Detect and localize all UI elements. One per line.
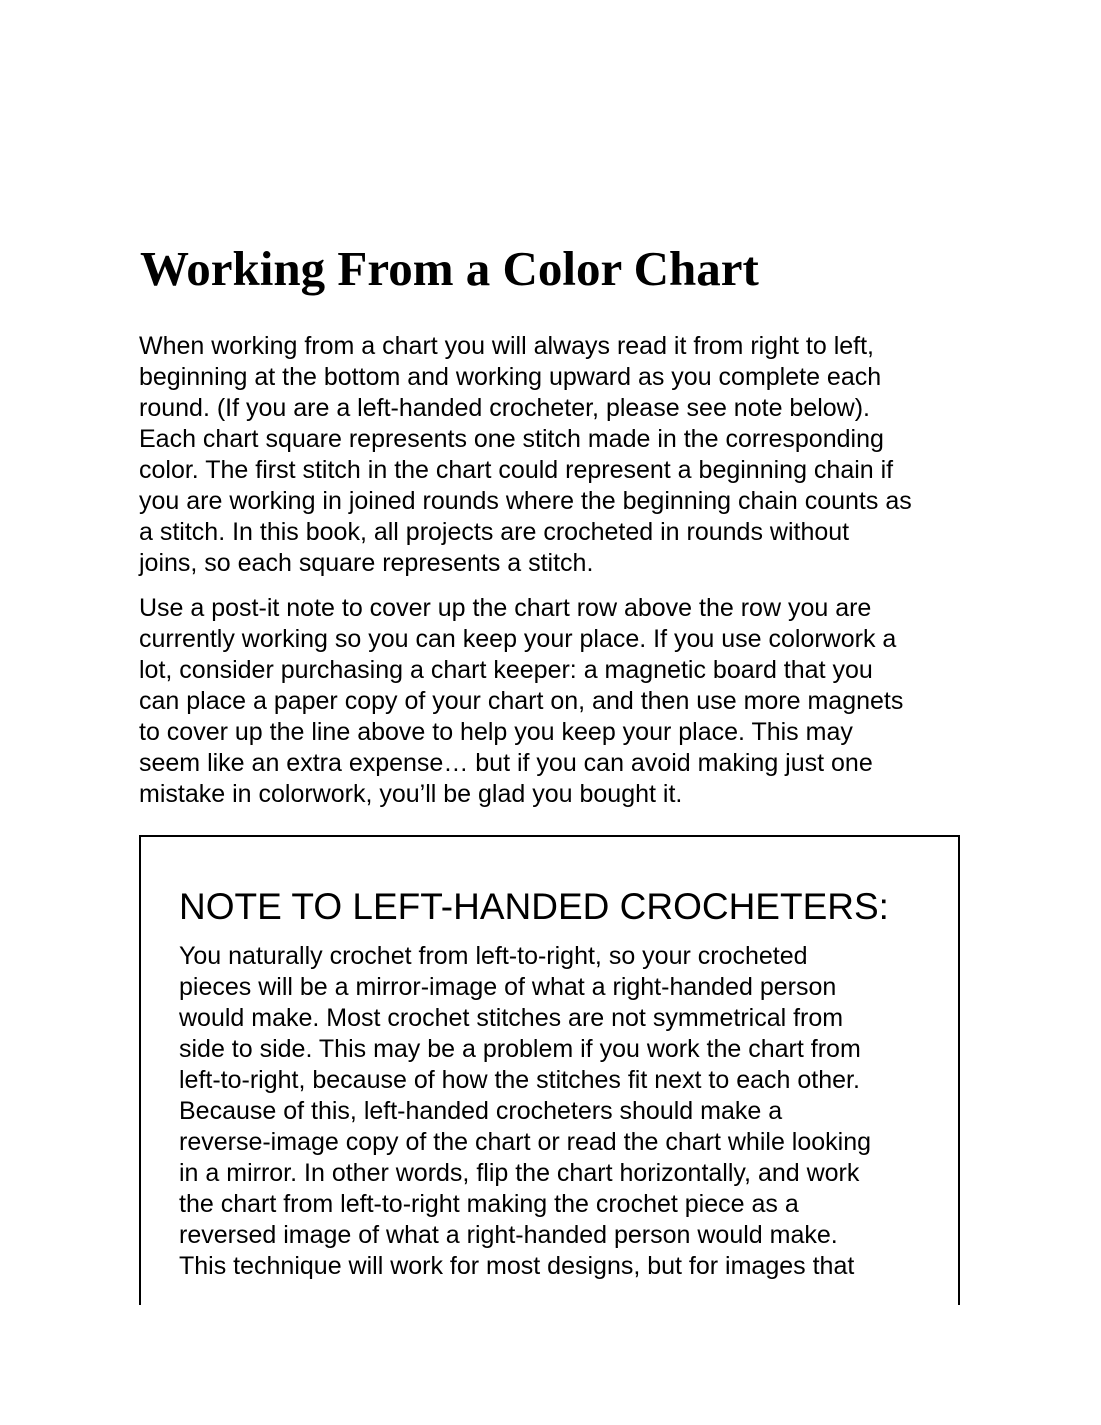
paragraph-line: Each chart square represents one stitch made in the corresponding [139, 425, 884, 453]
note-line: reversed image of what a right-handed person would make. [179, 1221, 838, 1249]
note-line: left-to-right, because of how the stitches fit next to each other. [179, 1066, 860, 1094]
paragraph-line: you are working in joined rounds where the beginning chain counts as [139, 487, 912, 515]
paragraph-line: round. (If you are a left-handed crocheter, please see note below). [139, 394, 871, 422]
note-line: This technique will work for most designs, but for images that [179, 1252, 855, 1280]
paragraph-line: When working from a chart you will always read it from right to left, [139, 332, 874, 360]
paragraph-line: mistake in colorwork, you’ll be glad you bought it. [139, 780, 683, 808]
paragraph-line: seem like an extra expense… but if you can avoid making just one [139, 749, 873, 777]
paragraph-line: lot, consider purchasing a chart keeper: a magnetic board that you [139, 656, 873, 684]
left-handed-note-box [139, 835, 960, 1305]
note-line: pieces will be a mirror-image of what a right-handed person [179, 973, 837, 1001]
note-line: You naturally crochet from left-to-right, so your crocheted [179, 942, 808, 970]
paragraph-line: Use a post-it note to cover up the chart row above the row you are [139, 594, 872, 622]
page-heading: Working From a Color Chart [140, 241, 759, 296]
paragraph-line: joins, so each square represents a stitch. [139, 549, 594, 577]
paragraph-line: to cover up the line above to help you keep your place. This may [139, 718, 853, 746]
paragraph-line: beginning at the bottom and working upward as you complete each [139, 363, 882, 391]
note-line: in a mirror. In other words, flip the chart horizontally, and work [179, 1159, 860, 1187]
note-line: reverse-image copy of the chart or read the chart while looking [179, 1128, 872, 1156]
note-line: the chart from left-to-right making the crochet piece as a [179, 1190, 799, 1218]
note-title: NOTE TO LEFT-HANDED CROCHETERS: [179, 886, 889, 927]
note-body [179, 941, 949, 1282]
paragraph-chart-reading [139, 331, 969, 579]
note-line: side to side. This may be a problem if you work the chart from [179, 1035, 861, 1063]
paragraph-line: color. The first stitch in the chart could represent a beginning chain if [139, 456, 894, 484]
paragraph-line: a stitch. In this book, all projects are crocheted in rounds without [139, 518, 850, 546]
paragraph-line: currently working so you can keep your place. If you use colorwork a [139, 625, 897, 653]
paragraph-line: can place a paper copy of your chart on, and then use more magnets [139, 687, 904, 715]
paragraph-chart-keeper [139, 593, 969, 810]
note-line: would make. Most crochet stitches are not symmetrical from [179, 1004, 844, 1032]
note-line: Because of this, left-handed crocheters should make a [179, 1097, 783, 1125]
